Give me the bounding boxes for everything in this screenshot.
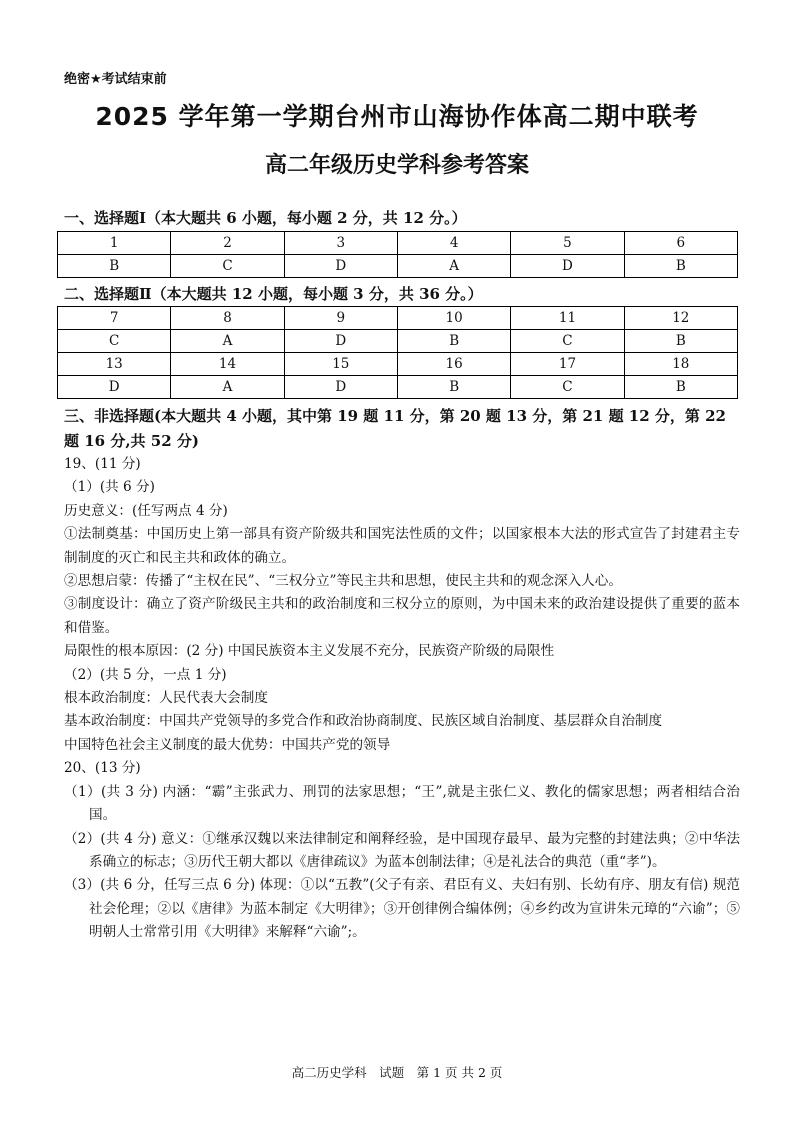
answer-cell: A bbox=[397, 255, 510, 278]
question-number: 14 bbox=[171, 353, 284, 376]
q19-title: 19、(11 分) bbox=[64, 456, 141, 472]
question-number: 15 bbox=[284, 353, 397, 376]
answer-cell: D bbox=[284, 255, 397, 278]
table-row bbox=[58, 353, 738, 376]
question-number: 12 bbox=[624, 307, 737, 330]
question-number: 16 bbox=[397, 353, 510, 376]
answer-body bbox=[64, 453, 740, 945]
answer-cell: D bbox=[284, 376, 397, 399]
section1-answer-table bbox=[57, 231, 738, 278]
question-number: 11 bbox=[511, 307, 624, 330]
q19-part1-title: （1）(共 6 分) bbox=[64, 479, 155, 496]
answer-cell: B bbox=[397, 376, 510, 399]
section3-heading: 三、非选择题(本大题共 4 小题，其中第 19 题 11 分，第 20 题 13 分，第 21 题 12 分，第 22 题 16 分,共 52 分) bbox=[64, 407, 726, 450]
answer-cell: C bbox=[171, 255, 284, 278]
answer-cell: B bbox=[624, 376, 737, 399]
answer-cell: B bbox=[397, 330, 510, 353]
question-number: 10 bbox=[397, 307, 510, 330]
table-row bbox=[58, 232, 738, 255]
answer-cell: D bbox=[284, 330, 397, 353]
section1-heading: 一、选择题Ⅰ（本大题共 6 小题，每小题 2 分，共 12 分。） bbox=[64, 209, 467, 227]
question-number: 18 bbox=[624, 353, 737, 376]
question-number: 4 bbox=[397, 232, 510, 255]
question-number: 2 bbox=[171, 232, 284, 255]
q20-part3: （3）(共 6 分，任写三点 6 分) 体现：①以“五教”(父子有亲、君臣有义、夫妇有别、长幼有序、朋友有信) 规范社会伦理；②以《唐律》为蓝本制定《大明律》；③开创律例合编体例；④乡约改为宣讲朱元璋的“六谕”；⑤明朝人士常常引用《大明律》来解释“六谕”;。 bbox=[64, 877, 740, 941]
q19-part1-intro: 历史意义：(任写两点 4 分) bbox=[64, 502, 228, 519]
page-footer: 高二历史学科 试题 第 1 页 共 2 页 bbox=[291, 1065, 503, 1080]
q20-part1: （1）(共 3 分) 内涵：“霸”主张武力、刑罚的法家思想；“王”,就是主张仁义、教化的儒家思想；两者相结合治国。 bbox=[64, 783, 740, 824]
q19-point-1: ①法制奠基：中国历史上第一部具有资产阶级共和国宪法性质的文件；以国家根本大法的形式宣告了封建君主专制制度的灭亡和民主共和政体的确立。 bbox=[64, 526, 740, 566]
question-number: 17 bbox=[511, 353, 624, 376]
answer-cell: D bbox=[511, 255, 624, 278]
q19-limitation: 局限性的根本原因：(2 分) 中国民族资本主义发展不充分，民族资产阶级的局限性 bbox=[64, 643, 555, 660]
section2-heading: 二、选择题Ⅱ（本大题共 12 小题，每小题 3 分，共 36 分。） bbox=[64, 285, 483, 303]
confidential-label: 绝密★考试结束前 bbox=[64, 72, 167, 87]
answer-cell: D bbox=[58, 376, 171, 399]
answer-cell: B bbox=[624, 330, 737, 353]
answer-cell: C bbox=[511, 330, 624, 353]
table-row bbox=[58, 307, 738, 330]
answer-cell: C bbox=[58, 330, 171, 353]
question-number: 8 bbox=[171, 307, 284, 330]
page-subtitle: 高二年级历史学科参考答案 bbox=[264, 153, 529, 178]
q20-part2: （2）(共 4 分) 意义：①继承汉魏以来法律制定和阐释经验，是中国现存最早、最为完整的封建法典；②中华法系确立的标志；③历代王朝大都以《唐律疏议》为蓝本创制法律；④是礼法合的典范（重“孝”)。 bbox=[64, 830, 740, 870]
q19-basic-systems: 基本政治制度：中国共产党领导的多党合作和政治协商制度、民族区域自治制度、基层群众自治制度 bbox=[64, 713, 663, 730]
question-number: 7 bbox=[58, 307, 171, 330]
section2-answer-table bbox=[57, 306, 738, 399]
answer-cell: B bbox=[624, 255, 737, 278]
question-number: 6 bbox=[624, 232, 737, 255]
page-title: 2025 学年第一学期台州市山海协作体高二期中联考 bbox=[95, 102, 699, 131]
question-number: 1 bbox=[58, 232, 171, 255]
q19-greatest-advantage: 中国特色社会主义制度的最大优势：中国共产党的领导 bbox=[64, 736, 391, 753]
q19-point-2: ②思想启蒙：传播了“主权在民”、“三权分立”等民主共和思想，使民主共和的观念深入人心。 bbox=[64, 573, 622, 590]
question-number: 13 bbox=[58, 353, 171, 376]
table-row bbox=[58, 255, 738, 278]
table-row bbox=[58, 330, 738, 353]
question-number: 3 bbox=[284, 232, 397, 255]
table-row bbox=[58, 376, 738, 399]
answer-cell: B bbox=[58, 255, 171, 278]
answer-cell: A bbox=[171, 330, 284, 353]
question-number: 9 bbox=[284, 307, 397, 330]
answer-cell: C bbox=[511, 376, 624, 399]
q20-title: 20、(13 分) bbox=[64, 760, 141, 777]
q19-part2-title: （2）(共 5 分，一点 1 分) bbox=[64, 666, 227, 683]
q19-point-3: ③制度设计：确立了资产阶级民主共和的政治制度和三权分立的原则，为中国未来的政治建设提供了重要的蓝本和借鉴。 bbox=[64, 596, 740, 636]
q19-fundamental-system: 根本政治制度：人民代表大会制度 bbox=[64, 690, 268, 707]
answer-cell: A bbox=[171, 376, 284, 399]
question-number: 5 bbox=[511, 232, 624, 255]
